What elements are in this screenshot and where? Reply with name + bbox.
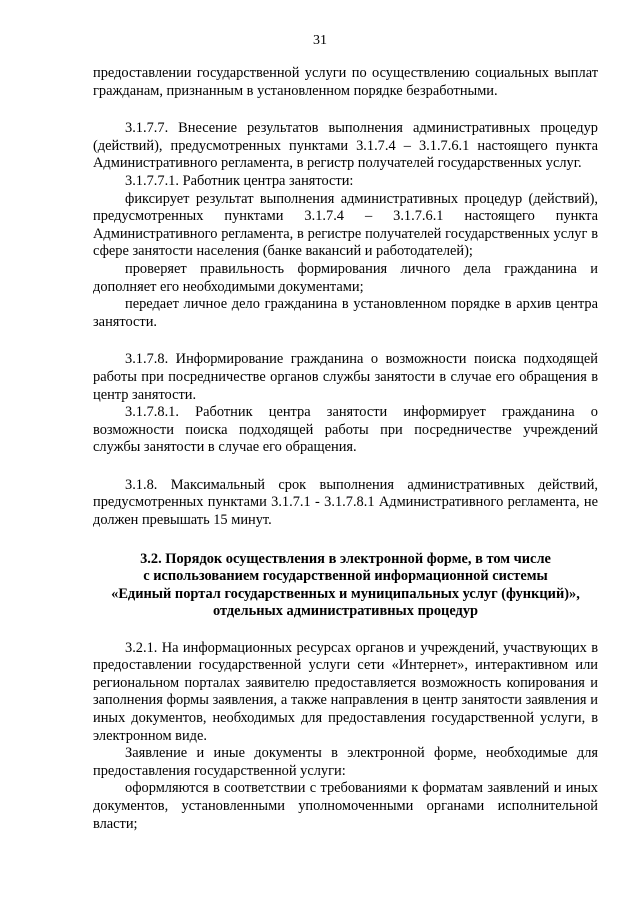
paragraph-3-1-7-7-1: 3.1.7.7.1. Работник центра занятости: — [125, 172, 354, 189]
paragraph-records-result: фиксирует результат выполнения административных процедур (действий), предусмотренных пунктами 3.1.7.4 – 3.1.7.6.1 настоящего пункта Административного регламента, в регистре получателей государственных услуг в сфере занятости населения (банке вакансий и работодателей); — [93, 190, 598, 260]
document-body — [93, 65, 598, 833]
page-number: 31 — [313, 33, 327, 48]
paragraph-3-1-7-8-1: 3.1.7.8.1. Работник центра занятости информирует гражданина о возможности поиска подходящей работы при посредничестве учреждений службы занятости в случае его обращения. — [93, 404, 598, 456]
paragraph-3-1-8: 3.1.8. Максимальный срок выполнения административных действий, предусмотренных пунктами 3.1.7.1 - 3.1.7.8.1 Административного регламента, не должен превышать 15 минут. — [93, 476, 598, 529]
section-heading-3-2 — [93, 551, 598, 621]
paragraph-3-2-1: 3.2.1. На информационных ресурсах органов и учреждений, участвующих в предоставлении государственной услуги сети «Интернет», интерактивном или региональном порталах заявителю предоставляется возможность копирования и заполнения формы заявления, а также направления в центр занятости заявления и иных документов, необходимых для предоставления государственной услуги, в электронном виде. — [93, 639, 598, 744]
paragraph-3-1-7-8: 3.1.7.8. Информирование гражданина о возможности поиска подходящей работы при посредничестве органов службы занятости в случае его обращения в центр занятости. — [93, 351, 598, 403]
paragraph-formatting-requirements: оформляются в соответствии с требованиями к форматам заявлений и иных документов, установленными уполномоченными органами исполнительной власти; — [93, 780, 598, 832]
paragraph-electronic-documents: Заявление и иные документы в электронной форме, необходимые для предоставления государственной услуги: — [93, 745, 598, 779]
paragraph-archives-file: передает личное дело гражданина в установленном порядке в архив центра занятости. — [93, 296, 598, 330]
section-heading-line: «Единый портал государственных и муниципальных услуг (функций)», — [111, 585, 580, 602]
paragraph-3-1-7-7: 3.1.7.7. Внесение результатов выполнения административных процедур (действий), предусмотренных пунктами 3.1.7.4 – 3.1.7.6.1 настоящего пункта Административного регламента, в регистр получателей государственных услуг. — [93, 120, 598, 172]
section-heading-line: отдельных административных процедур — [212, 603, 479, 620]
paragraph-checks-file: проверяет правильность формирования личного дела гражданина и дополняет его необходимыми документами; — [93, 260, 598, 295]
section-heading-line: с использованием государственной информационной системы — [143, 568, 548, 585]
paragraph-continuation: предоставлении государственной услуги по осуществлению социальных выплат гражданам, признанным в установленном порядке безработными. — [93, 65, 598, 99]
section-heading-line: 3.2. Порядок осуществления в электронной форме, в том числе — [140, 550, 551, 567]
